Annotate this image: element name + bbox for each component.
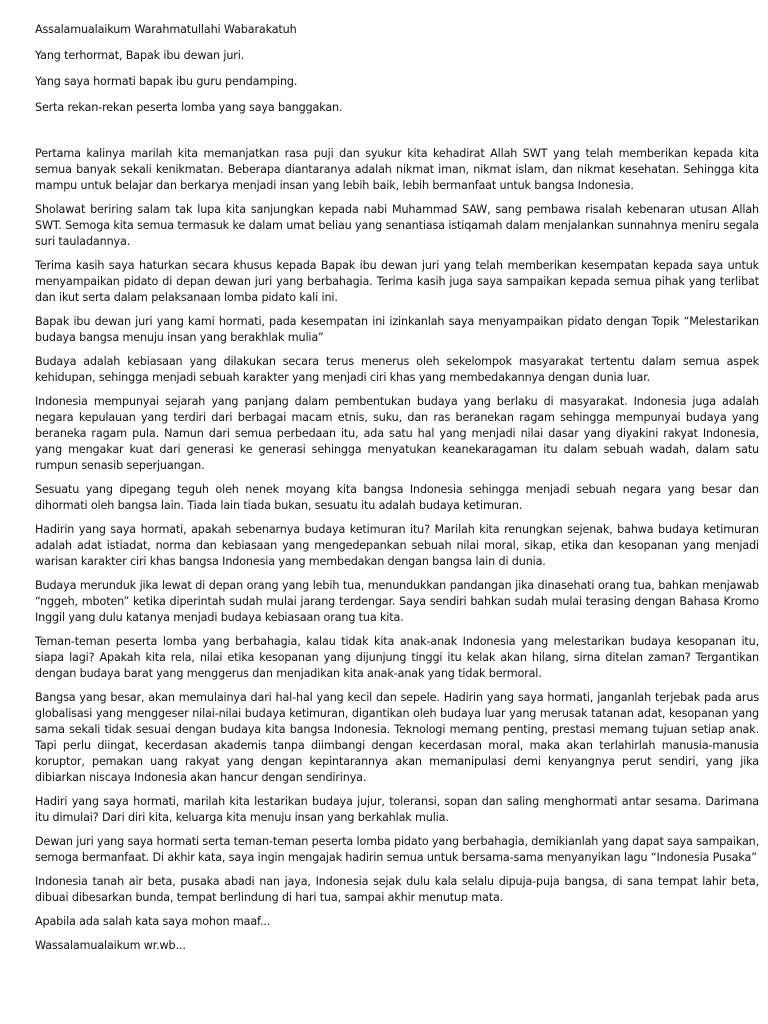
paragraph: Budaya merunduk jika lewat di depan orang yang lebih tua, menundukkan pandangan jika dinasehati orang tua, bahkan menjawab “nggeh, mboten” ketika diperintah sudah mulai jarang terdengar. Saya sendiri bahkan sudah mulai terasing dengan Bahasa Kromo Inggil yang dulu katanya menjadi budaya kebiasaan orang tua kita. [35,579,759,624]
paragraph: Indonesia mempunyai sejarah yang panjang dalam pembentukan budaya yang berlaku di masyarakat. Indonesia juga adalah negara kepulauan yang terdiri dari berbagai macam etnis, suku, dan ras beranekan ragam sehingga mempunyai budaya yang beraneka ragam pula. Namun dari semua perbedaan itu, ada satu hal yang menjadi nilai dasar yang diyakini rakyat Indonesia, yang mengakar kuat dari generasi ke generasi sehingga menyatukan keanekaragaman itu dalam sebuah wadah, dalam satu rumpun senasib seperjuangan. [35,395,759,472]
document-page [35,22,759,962]
paragraph: Budaya adalah kebiasaan yang dilakukan secara terus menerus oleh sekelompok masyarakat tertentu dalam semua aspek kehidupan, sehingga menjadi sebuah karakter yang menjadi ciri khas yang membedakannya dengan dunia luar. [35,355,759,384]
greeting-line: Serta rekan-rekan peserta lomba yang saya banggakan. [35,101,343,114]
greeting-line: Assalamualaikum Warahmatullahi Wabarakatuh [35,23,297,36]
greeting-block [35,22,759,116]
paragraph: Hadirin yang saya hormati, apakah sebenarnya budaya ketimuran itu? Marilah kita renungkan sejenak, bahwa budaya ketimuran adalah adat istiadat, norma dan kebiasaan yang mengedepankan sebuah nilai moral, sikap, etika dan kesopanan yang menjadi warisan karakter ciri khas bangsa Indonesia yang membedakan dengan bangsa lain di dunia. [35,523,759,568]
greeting-line: Yang terhormat, Bapak ibu dewan juri. [35,49,245,62]
paragraph: Bangsa yang besar, akan memulainya dari hal-hal yang kecil dan sepele. Hadirin yang saya hormati, janganlah terjebak pada arus globalisasi yang menggeser nilai-nilai budaya ketimuran, digantikan oleh budaya luar yang merusak tatanan adat, kesopanan yang sama sekali tidak sesuai dengan budaya kita bangsa Indonesia. Teknologi memang penting, prestasi memang tujuan setiap anak. Tapi perlu diingat, kecerdasan akademis tanpa diimbangi dengan kecerdasan moral, maka akan terlahirlah manusia-manusia koruptor, pemakan uang rakyat yang dengan kepintarannya akan memanipulasi demi kenyangnya perut sendiri, yang jika dibiarkan niscaya Indonesia akan hancur dengan sendirinya. [35,691,759,784]
greeting-line: Yang saya hormati bapak ibu guru pendamping. [35,75,298,88]
paragraph: Pertama kalinya marilah kita memanjatkan rasa puji dan syukur kita kehadirat Allah SWT yang telah memberikan kepada kita semua banyak sekali kenikmatan. Beberapa diantaranya adalah nikmat iman, nikmat islam, dan nikmat kesehatan. Sehingga kita mampu untuk belajar dan berkarya menjadi insan yang lebih baik, lebih bermanfaat untuk bangsa Indonesia. [35,147,759,192]
closing-line: Wassalamualaikum wr.wb... [35,939,186,952]
paragraph: Bapak ibu dewan juri yang kami hormati, pada kesempatan ini izinkanlah saya menyampaikan pidato dengan Topik “Melestarikan budaya bangsa menuju insan yang berakhlak mulia” [35,315,759,344]
paragraph: Dewan juri yang saya hormati serta teman-teman peserta lomba pidato yang berbahagia, demikianlah yang dapat saya sampaikan, semoga bermanfaat. Di akhir kata, saya ingin mengajak hadirin semua untuk bersama-sama menyanyikan lagu “Indonesia Pusaka” [35,835,759,864]
paragraph: Sholawat beriring salam tak lupa kita sanjungkan kepada nabi Muhammad SAW, sang pembawa risalah kebenaran utusan Allah SWT. Semoga kita semua termasuk ke dalam umat beliau yang senantiasa istiqamah dalam menjalankan sunnahnya meniru segala suri tauladannya. [35,203,759,248]
closing-block [35,914,759,954]
speech-body [35,146,759,906]
paragraph: Terima kasih saya haturkan secara khusus kepada Bapak ibu dewan juri yang telah memberikan kesempatan kepada saya untuk menyampaikan pidato di depan dewan juri yang berbahagia. Terima kasih juga saya sampaikan kepada semua pihak yang terlibat dan ikut serta dalam pelaksanaan lomba pidato kali ini. [35,259,759,304]
paragraph: Sesuatu yang dipegang teguh oleh nenek moyang kita bangsa Indonesia sehingga menjadi sebuah negara yang besar dan dihormati oleh bangsa lain. Tiada lain tiada bukan, sesuatu itu adalah budaya ketimuran. [35,483,759,512]
paragraph: Hadiri yang saya hormati, marilah kita lestarikan budaya jujur, toleransi, sopan dan saling menghormati antar sesama. Darimana itu dimulai? Dari diri kita, keluarga kita menuju insan yang berkahlak mulia. [35,795,759,824]
closing-line: Apabila ada salah kata saya mohon maaf... [35,915,271,928]
paragraph: Indonesia tanah air beta, pusaka abadi nan jaya, Indonesia sejak dulu kala selalu dipuja-puja bangsa, di sana tempat lahir beta, dibuai dibesarkan bunda, tempat berlindung di hari tua, sampai akhir menutup mata. [35,875,759,904]
paragraph: Teman-teman peserta lomba yang berbahagia, kalau tidak kita anak-anak Indonesia yang melestarikan budaya kesopanan itu, siapa lagi? Apakah kita rela, nilai etika kesopanan yang dijunjung tinggi itu kelak akan hilang, sirna ditelan zaman? Tergantikan dengan budaya barat yang menggerus dan menjadikan kita anak-anak yang tidak bermoral. [35,635,759,680]
